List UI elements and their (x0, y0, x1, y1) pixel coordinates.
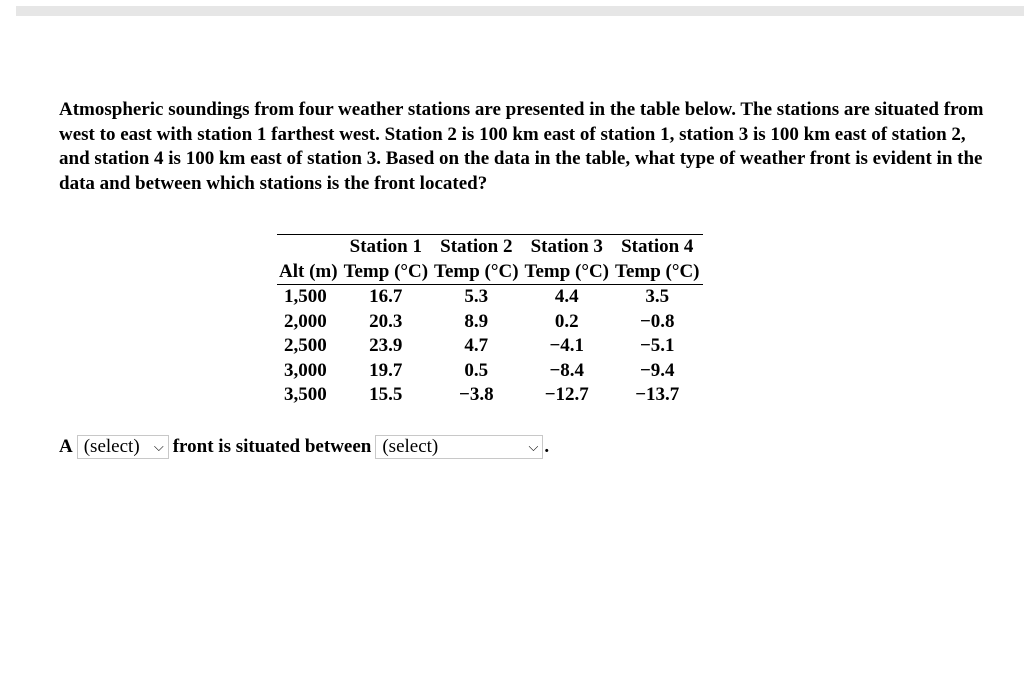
temp-cell: −13.7 (635, 384, 680, 405)
altitude-cell: 3,000 (284, 359, 327, 381)
question-text: Atmospheric soundings from four weather stations are presented in the table below. The stations are situated from west to east with station 1 farthest west. Station 2 is 100 km east of station 1, station 3 is 100 km east of station 2, and station 4 is 100 km east of station 3. Based on the data in the table, what type of weather front is evident in the data and between which stations is the front located? (59, 99, 984, 194)
top-bar (16, 6, 1024, 16)
soundings-table-wrap (277, 234, 703, 408)
temp-cell: −3.8 (459, 384, 494, 405)
header-station-3: Station 3 (530, 236, 603, 257)
temp-cell: 3.5 (645, 286, 670, 307)
temp-cell: −5.1 (639, 335, 675, 356)
altitude-cell: 2,000 (284, 310, 327, 332)
altitude-cell: 2,500 (284, 335, 327, 356)
temp-cell: 0.2 (554, 310, 579, 332)
altitude-cell: 1,500 (284, 286, 327, 307)
answer-suffix: . (544, 436, 550, 457)
header-alt: Alt (m) (277, 260, 341, 285)
table-row (277, 310, 703, 335)
temp-cell: 0.5 (464, 359, 489, 381)
station-pair-select[interactable] (375, 435, 543, 459)
temp-cell: 4.4 (554, 286, 579, 307)
front-type-select-value: (select) (83, 436, 140, 457)
answer-line (59, 434, 549, 460)
header-station-4: Station 4 (621, 236, 694, 257)
answer-prefix: A (59, 436, 73, 457)
temp-cell: −0.8 (639, 310, 675, 332)
temp-cell: 5.3 (464, 286, 489, 307)
header-temp: Temp (°C) (612, 260, 702, 285)
table-row (277, 285, 703, 310)
header-temp: Temp (°C) (341, 260, 431, 285)
temp-cell: −8.4 (549, 359, 585, 381)
header-station-2: Station 2 (440, 236, 513, 257)
table-body (277, 285, 703, 408)
temp-cell: 16.7 (369, 286, 403, 307)
chevron-down-icon: ⌵ (528, 439, 539, 455)
front-type-select[interactable] (77, 435, 169, 459)
header-empty (277, 235, 341, 260)
table-row (277, 383, 703, 408)
header-temp: Temp (°C) (522, 260, 612, 285)
altitude-cell: 3,500 (284, 384, 327, 405)
station-pair-select-value: (select) (382, 436, 439, 457)
temp-cell: −9.4 (639, 359, 675, 381)
temp-cell: 23.9 (369, 335, 403, 356)
temp-cell: −12.7 (544, 384, 589, 405)
soundings-table (277, 234, 703, 408)
table-row (277, 334, 703, 359)
answer-middle: front is situated between (172, 436, 372, 457)
temp-cell: 8.9 (464, 310, 489, 332)
temp-cell: −4.1 (549, 335, 585, 356)
temp-cell: 4.7 (464, 335, 489, 356)
temp-cell: 19.7 (369, 359, 403, 381)
table-row (277, 359, 703, 384)
chevron-down-icon: ⌵ (153, 439, 164, 455)
temp-cell: 20.3 (369, 310, 403, 332)
temp-cell: 15.5 (369, 384, 403, 405)
header-temp: Temp (°C) (431, 260, 521, 285)
header-station-1: Station 1 (349, 236, 422, 257)
